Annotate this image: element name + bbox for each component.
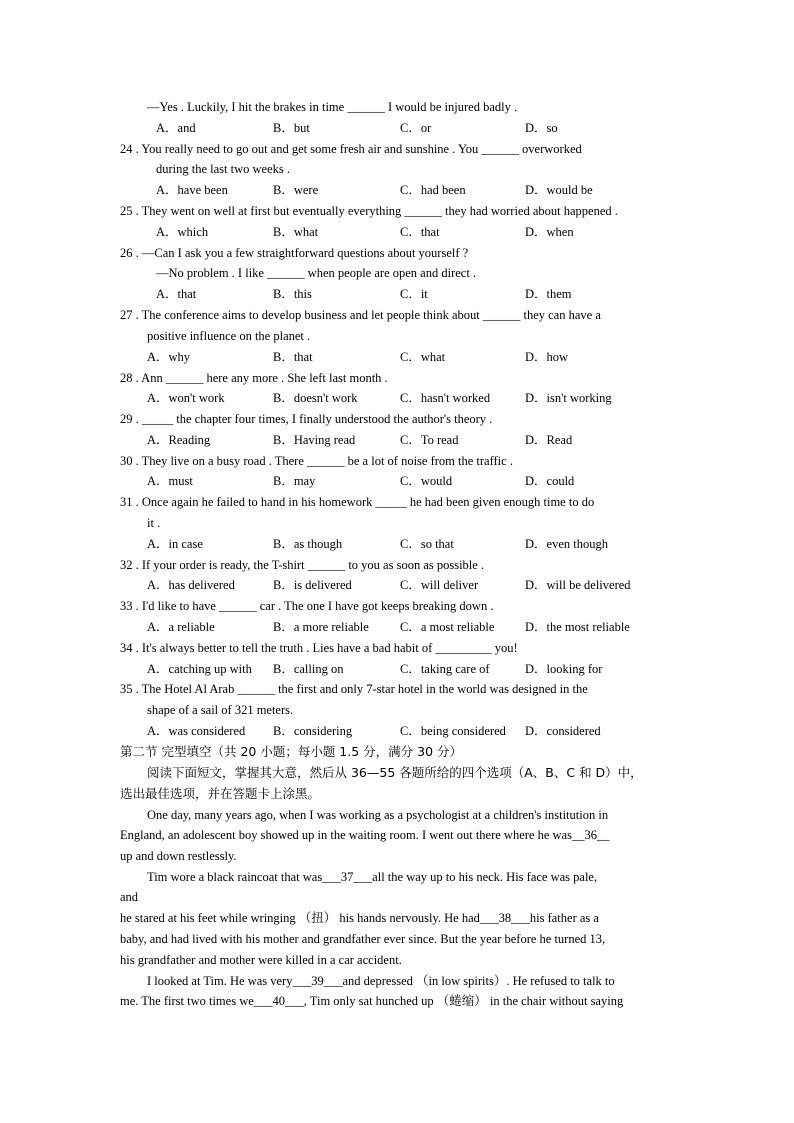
option-c: C．will deliver [400,578,479,592]
question-24-text-cont: during the last two weeks . [156,162,291,176]
passage-line: his grandfather and mother were killed in a car accident. [120,953,402,967]
option-d: D．could [525,474,575,488]
question-34-text: 34 . It's always better to tell the truth . Lies have a bad habit of _________ you! [120,641,518,655]
question-31-text: 31 . Once again he failed to hand in his homework _____ he had been given enough time to do [120,495,595,509]
option-c: C．To read [400,433,459,447]
option-b: B．what [273,225,319,239]
passage-line: Tim wore a black raincoat that was___37___all the way up to his neck. His face was pale, [147,870,598,884]
option-b: B．this [273,287,312,301]
passage-line: England, an adolescent boy showed up in the waiting room. I went out there where he was__36__ [120,828,610,842]
passage-line: I looked at Tim. He was very___39___and depressed （in low spirits）. He refused to talk to [147,974,615,988]
passage-line: he stared at his feet while wringing （扭） his hands nervously. He had___38___his father as a [120,911,599,925]
option-b: B．is delivered [273,578,352,592]
option-b: B．as though [273,537,343,551]
option-a: A．won't work [147,391,225,405]
section-instructions-cont: 选出最佳选项，并在答题卡上涂黑。 [120,786,321,801]
option-c: C．would [400,474,453,488]
option-c: C．a most reliable [400,620,495,634]
question-30-text: 30 . They live on a busy road . There ______ be a lot of noise from the traffic . [120,454,513,468]
option-c: C．that [400,225,440,239]
question-27-text: 27 . The conference aims to develop business and let people think about ______ they can have a [120,308,601,322]
option-c: C．what [400,350,446,364]
option-a: A．have been [156,183,228,197]
question-28-text: 28 . Ann ______ here any more . She left last month . [120,371,388,385]
question-26-text-cont: —No problem . I like ______ when people are open and direct . [156,266,477,280]
passage-line: up and down restlessly. [120,849,237,863]
option-c: C．being considered [400,724,506,738]
option-c: C．hasn't worked [400,391,491,405]
option-d: D．isn't working [525,391,612,405]
option-b: B．a more reliable [273,620,369,634]
option-a: A．catching up with [147,662,252,676]
option-d: D．will be delivered [525,578,631,592]
section-instructions: 阅读下面短文，掌握其大意，然后从 36—55 各题所给的四个选项（A、B、C 和 D）中， [147,765,643,780]
question-33-text: 33 . I'd like to have ______ car . The one I have got keeps breaking down . [120,599,494,613]
passage-line: and [120,890,139,904]
option-d: D．would be [525,183,593,197]
option-b: B．that [273,350,313,364]
option-d: D．even though [525,537,608,551]
option-b: B．considering [273,724,353,738]
option-b: B．calling on [273,662,344,676]
option-c: C．or [400,121,432,135]
question-26-text: 26 . —Can I ask you a few straightforward questions about yourself ? [120,246,469,260]
option-d: D．so [525,121,558,135]
passage-line: One day, many years ago, when I was working as a psychologist at a children's institution in [147,808,609,822]
option-d: D．when [525,225,574,239]
passage-line: me. The first two times we___40___, Tim only sat hunched up （蜷缩） in the chair without saying [120,994,624,1008]
question-32-text: 32 . If your order is ready, the T-shirt ______ to you as soon as possible . [120,558,485,572]
question-29-text: 29 . _____ the chapter four times, I finally understood the author's theory . [120,412,493,426]
question-35-text: 35 . The Hotel Al Arab ______ the first and only 7-star hotel in the world was designed in the [120,682,588,696]
option-d: D．the most reliable [525,620,630,634]
option-a: A．and [156,121,196,135]
option-d: D．looking for [525,662,603,676]
option-a: A．that [156,287,197,301]
option-b: B．doesn't work [273,391,358,405]
option-a: A．has delivered [147,578,235,592]
question-35-text-cont: shape of a sail of 321 meters. [147,703,294,717]
option-b: B．may [273,474,316,488]
option-c: C．had been [400,183,466,197]
option-c: C．so that [400,537,454,551]
option-a: A．why [147,350,191,364]
option-a: A．a reliable [147,620,215,634]
question-24-text: 24 . You really need to go out and get some fresh air and sunshine . You ______ overworked [120,142,582,156]
option-a: A．in case [147,537,203,551]
question-27-text-cont: positive influence on the planet . [147,329,311,343]
option-b: B．but [273,121,310,135]
option-c: C．it [400,287,428,301]
question-25-text: 25 . They went on well at first but eventually everything ______ they had worried about happened . [120,204,618,218]
option-a: A．Reading [147,433,211,447]
option-d: D．Read [525,433,573,447]
option-a: A．which [156,225,209,239]
question-31-text-cont: it . [147,516,161,530]
option-d: D．how [525,350,569,364]
option-b: B．Having read [273,433,356,447]
passage-line: baby, and had lived with his mother and grandfather ever since. But the year before he turned 13, [120,932,606,946]
option-a: A．was considered [147,724,246,738]
option-c: C．taking care of [400,662,490,676]
section-heading: 第二节 完型填空（共 20 小题；每小题 1.5 分，满分 30 分） [120,744,463,759]
question-23-text: —Yes . Luckily, I hit the brakes in time ______ I would be injured badly . [147,100,518,114]
option-d: D．considered [525,724,601,738]
option-b: B．were [273,183,319,197]
option-d: D．them [525,287,572,301]
option-a: A．must [147,474,193,488]
